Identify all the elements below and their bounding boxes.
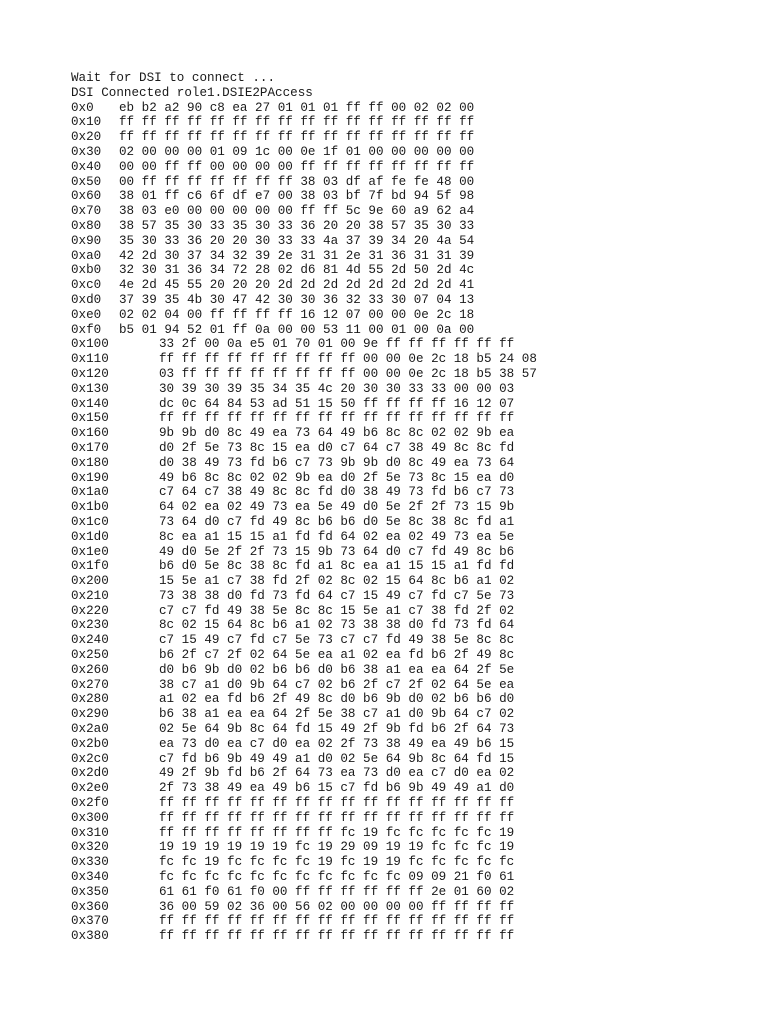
hex-dump-row [71,485,537,500]
hex-address: 0x1d0 [71,529,109,544]
hex-dump-row [71,826,537,841]
hex-bytes: 03 ff ff ff ff ff ff ff ff 00 00 0e 2c 18 b5 38 57 [159,366,537,381]
hex-dump-row [71,870,537,885]
hex-dump-row [71,515,537,530]
hex-bytes: 38 01 ff c6 6f df e7 00 38 03 bf 7f bd 94 5f 98 [119,189,475,204]
hex-bytes: 36 00 59 02 36 00 56 02 00 00 00 00 ff ff ff ff [159,899,515,914]
hex-bytes: c7 64 c7 38 49 8c 8c fd d0 38 49 73 fd b6 c7 73 [159,485,515,500]
hex-dump-row [71,796,537,811]
hex-bytes: ea 73 d0 ea c7 d0 ea 02 2f 73 38 49 ea 49 b6 15 [159,736,515,751]
hex-bytes: ff ff ff ff ff ff ff ff ff ff ff ff ff ff ff ff [119,130,475,145]
hex-dump-row [71,855,537,870]
hex-address: 0x380 [71,929,109,944]
hex-bytes: 00 00 ff ff 00 00 00 00 ff ff ff ff ff ff ff ff [119,159,475,174]
hex-dump-row [71,781,537,796]
hex-address: 0x290 [71,707,109,722]
hex-address: 0x120 [71,366,109,381]
hex-bytes: ff ff ff ff ff ff ff ff ff ff ff ff ff ff ff ff [159,411,515,426]
hex-bytes: b5 01 94 52 01 ff 0a 00 00 53 11 00 01 00 0a 00 [119,322,475,337]
hex-bytes: ff ff ff ff ff ff ff ff ff 00 00 0e 2c 18 b5 24 08 [159,352,537,367]
hex-address: 0x310 [71,825,109,840]
hex-dump-row [71,101,537,116]
hex-address: 0x230 [71,618,109,633]
hex-bytes: 30 39 30 39 35 34 35 4c 20 30 30 33 33 00 00 03 [159,381,515,396]
hex-bytes: ff ff ff ff ff ff ff ff ff ff ff ff ff ff ff ff [119,115,475,130]
status-line: Wait for DSI to connect ... [71,71,276,85]
hex-dump-row [71,249,537,264]
hex-bytes: fc fc 19 fc fc fc fc 19 fc 19 19 fc fc fc fc fc [159,855,515,870]
hex-bytes: 73 64 d0 c7 fd 49 8c b6 b6 d0 5e 8c 38 8c fd a1 [159,514,515,529]
hex-bytes: b6 38 a1 ea ea 64 2f 5e 38 c7 a1 d0 9b 64 c7 02 [159,707,515,722]
hex-address: 0x340 [71,870,109,885]
hex-bytes: 2f 73 38 49 ea 49 b6 15 c7 fd b6 9b 49 49 a1 d0 [159,781,515,796]
hex-dump-row [71,471,537,486]
hex-dump-row [71,589,537,604]
hex-dump-row [71,441,537,456]
hex-bytes: a1 02 ea fd b6 2f 49 8c d0 b6 9b d0 02 b6 b6 d0 [159,692,515,707]
hex-bytes: c7 fd b6 9b 49 49 a1 d0 02 5e 64 9b 8c 64 fd 15 [159,751,515,766]
hex-address: 0x150 [71,411,109,426]
hex-dump-row [71,263,537,278]
hex-address: 0x330 [71,855,109,870]
hex-dump-row [71,115,537,130]
hex-bytes: ff ff ff ff ff ff ff ff ff ff ff ff ff ff ff ff [159,929,515,944]
hex-address: 0x2b0 [71,736,109,751]
hex-dump-row [71,160,537,175]
hex-dump-row [71,618,537,633]
hex-dump-row [71,574,537,589]
hex-dump-row [71,456,537,471]
hex-bytes: 02 00 00 00 01 09 1c 00 0e 1f 01 00 00 00 00 00 [119,144,475,159]
hex-bytes: 38 57 35 30 33 35 30 33 36 20 20 38 57 35 30 33 [119,218,475,233]
hex-bytes: 73 38 38 d0 fd 73 fd 64 c7 15 49 c7 fd c7 5e 73 [159,588,515,603]
hex-address: 0x1e0 [71,544,109,559]
hex-dump-row [71,323,537,338]
hex-dump-row [71,189,537,204]
hex-address: 0xc0 [71,278,102,293]
hex-dump-row [71,811,537,826]
hex-bytes: 49 b6 8c 8c 02 02 9b ea d0 2f 5e 73 8c 15 ea d0 [159,470,515,485]
hex-address: 0x10 [71,115,102,130]
hex-dump-row [71,175,537,190]
hex-bytes: d0 b6 9b d0 02 b6 b6 d0 b6 38 a1 ea ea 64 2f 5e [159,662,515,677]
hex-dump-row [71,278,537,293]
hex-bytes: c7 c7 fd 49 38 5e 8c 8c 15 5e a1 c7 38 fd 2f 02 [159,603,515,618]
hex-dump-row [71,737,537,752]
hex-dump-row [71,426,537,441]
hex-dump-row [71,929,537,944]
hex-address: 0x100 [71,337,109,352]
hex-bytes: d0 38 49 73 fd b6 c7 73 9b 9b d0 8c 49 ea 73 64 [159,455,515,470]
hex-bytes: ff ff ff ff ff ff ff ff fc 19 fc fc fc fc fc 19 [159,825,515,840]
hex-dump-row [71,367,537,382]
hex-address: 0x240 [71,633,109,648]
hex-address: 0xd0 [71,292,102,307]
hex-dump-row [71,219,537,234]
hex-address: 0x40 [71,159,102,174]
status-line: DSI Connected role1.DSIE2PAccess [71,85,313,100]
hex-bytes: 64 02 ea 02 49 73 ea 5e 49 d0 5e 2f 2f 73 15 9b [159,500,515,515]
hex-address: 0xa0 [71,248,102,263]
hex-address: 0x360 [71,899,109,914]
hex-bytes: b6 2f c7 2f 02 64 5e ea a1 02 ea fd b6 2f 49 8c [159,648,515,663]
hex-dump-row [71,308,537,323]
hex-address: 0x350 [71,884,109,899]
hex-address: 0x2c0 [71,751,109,766]
hex-address: 0x270 [71,677,109,692]
hex-dump-row [71,840,537,855]
hex-address: 0x50 [71,174,102,189]
hex-address: 0x200 [71,574,109,589]
hex-dump-row [71,397,537,412]
hex-address: 0x280 [71,692,109,707]
hex-bytes: d0 2f 5e 73 8c 15 ea d0 c7 64 c7 38 49 8c 8c fd [159,440,515,455]
hex-address: 0x20 [71,130,102,145]
hex-bytes: ff ff ff ff ff ff ff ff ff ff ff ff ff ff ff ff [159,914,515,929]
hex-dump-row [71,766,537,781]
hex-bytes: 49 d0 5e 2f 2f 73 15 9b 73 64 d0 c7 fd 49 8c b6 [159,544,515,559]
hex-bytes: c7 15 49 c7 fd c7 5e 73 c7 c7 fd 49 38 5e 8c 8c [159,633,515,648]
hex-dump-row [71,204,537,219]
hex-bytes: 8c ea a1 15 15 a1 fd fd 64 02 ea 02 49 73 ea 5e [159,529,515,544]
hex-address: 0xf0 [71,322,102,337]
hex-address: 0x260 [71,662,109,677]
hex-bytes: b6 d0 5e 8c 38 8c fd a1 8c ea a1 15 15 a1 fd fd [159,559,515,574]
hex-dump-row [71,885,537,900]
hex-bytes: 33 2f 00 0a e5 01 70 01 00 9e ff ff ff ff ff ff [159,337,515,352]
hex-bytes: 37 39 35 4b 30 47 42 30 30 36 32 33 30 07 04 13 [119,292,475,307]
hex-address: 0x250 [71,648,109,663]
hex-bytes: 8c 02 15 64 8c b6 a1 02 73 38 38 d0 fd 73 fd 64 [159,618,515,633]
hex-dump-row [71,500,537,515]
hex-address: 0x210 [71,588,109,603]
hex-address: 0x190 [71,470,109,485]
hex-address: 0x90 [71,233,102,248]
hex-bytes: 35 30 33 36 20 20 30 33 33 4a 37 39 34 20 4a 54 [119,233,475,248]
terminal-output [71,71,537,944]
hex-address: 0x140 [71,396,109,411]
hex-dump-row [71,545,537,560]
hex-bytes: 9b 9b d0 8c 49 ea 73 64 49 b6 8c 8c 02 02 9b ea [159,426,515,441]
hex-dump-row [71,382,537,397]
hex-dump-row [71,352,537,367]
hex-dump-row [71,752,537,767]
hex-bytes: fc fc fc fc fc fc fc fc fc fc fc 09 09 21 f0 61 [159,870,515,885]
hex-dump-row [71,633,537,648]
hex-address: 0x300 [71,810,109,825]
hex-address: 0x110 [71,352,109,367]
hex-address: 0x80 [71,218,102,233]
hex-bytes: 32 30 31 36 34 72 28 02 d6 81 4d 55 2d 50 2d 4c [119,263,475,278]
hex-bytes: eb b2 a2 90 c8 ea 27 01 01 01 ff ff 00 02 02 00 [119,100,475,115]
hex-address: 0x30 [71,144,102,159]
hex-dump-row [71,900,537,915]
hex-address: 0x2f0 [71,796,109,811]
hex-address: 0x1f0 [71,559,109,574]
hex-address: 0x1c0 [71,514,109,529]
hex-bytes: 15 5e a1 c7 38 fd 2f 02 8c 02 15 64 8c b6 a1 02 [159,574,515,589]
hex-address: 0x2a0 [71,722,109,737]
hex-address: 0x160 [71,426,109,441]
hex-bytes: ff ff ff ff ff ff ff ff ff ff ff ff ff ff ff ff [159,810,515,825]
hex-dump-row [71,648,537,663]
hex-address: 0x70 [71,204,102,219]
hex-dump-row [71,692,537,707]
hex-address: 0x1a0 [71,485,109,500]
hex-address: 0x220 [71,603,109,618]
hex-bytes: 49 2f 9b fd b6 2f 64 73 ea 73 d0 ea c7 d0 ea 02 [159,766,515,781]
hex-bytes: dc 0c 64 84 53 ad 51 15 50 ff ff ff ff 16 12 07 [159,396,515,411]
hex-bytes: ff ff ff ff ff ff ff ff ff ff ff ff ff ff ff ff [159,796,515,811]
hex-address: 0x180 [71,455,109,470]
hex-dump-row [71,604,537,619]
hex-address: 0x0 [71,100,94,115]
hex-dump-row [71,678,537,693]
hex-bytes: 61 61 f0 61 f0 00 ff ff ff ff ff ff 2e 01 60 02 [159,884,515,899]
hex-bytes: 00 ff ff ff ff ff ff ff 38 03 df af fe fe 48 00 [119,174,475,189]
hex-dump-row [71,559,537,574]
hex-dump-row [71,722,537,737]
hex-dump-row [71,337,537,352]
hex-dump-row [71,293,537,308]
hex-dump-row [71,707,537,722]
hex-address: 0x320 [71,840,109,855]
hex-address: 0x60 [71,189,102,204]
hex-bytes: 38 c7 a1 d0 9b 64 c7 02 b6 2f c7 2f 02 64 5e ea [159,677,515,692]
hex-address: 0x370 [71,914,109,929]
hex-dump-row [71,530,537,545]
hex-address: 0x170 [71,440,109,455]
hex-dump-row [71,145,537,160]
hex-dump-row [71,914,537,929]
hex-address: 0x2e0 [71,781,109,796]
hex-bytes: 19 19 19 19 19 19 fc 19 29 09 19 19 fc fc fc 19 [159,840,515,855]
hex-address: 0x130 [71,381,109,396]
hex-address: 0xe0 [71,307,102,322]
hex-dump-row [71,234,537,249]
hex-bytes: 42 2d 30 37 34 32 39 2e 31 31 2e 31 36 31 31 39 [119,248,475,263]
hex-address: 0xb0 [71,263,102,278]
hex-dump-row [71,663,537,678]
hex-bytes: 38 03 e0 00 00 00 00 00 ff ff 5c 9e 60 a9 62 a4 [119,204,475,219]
hex-bytes: 02 5e 64 9b 8c 64 fd 15 49 2f 9b fd b6 2f 64 73 [159,722,515,737]
hex-address: 0x1b0 [71,500,109,515]
hex-bytes: 02 02 04 00 ff ff ff ff 16 12 07 00 00 0e 2c 18 [119,307,475,322]
hex-dump-row [71,411,537,426]
hex-bytes: 4e 2d 45 55 20 20 20 2d 2d 2d 2d 2d 2d 2d 2d 41 [119,278,475,293]
hex-dump-row [71,130,537,145]
hex-address: 0x2d0 [71,766,109,781]
